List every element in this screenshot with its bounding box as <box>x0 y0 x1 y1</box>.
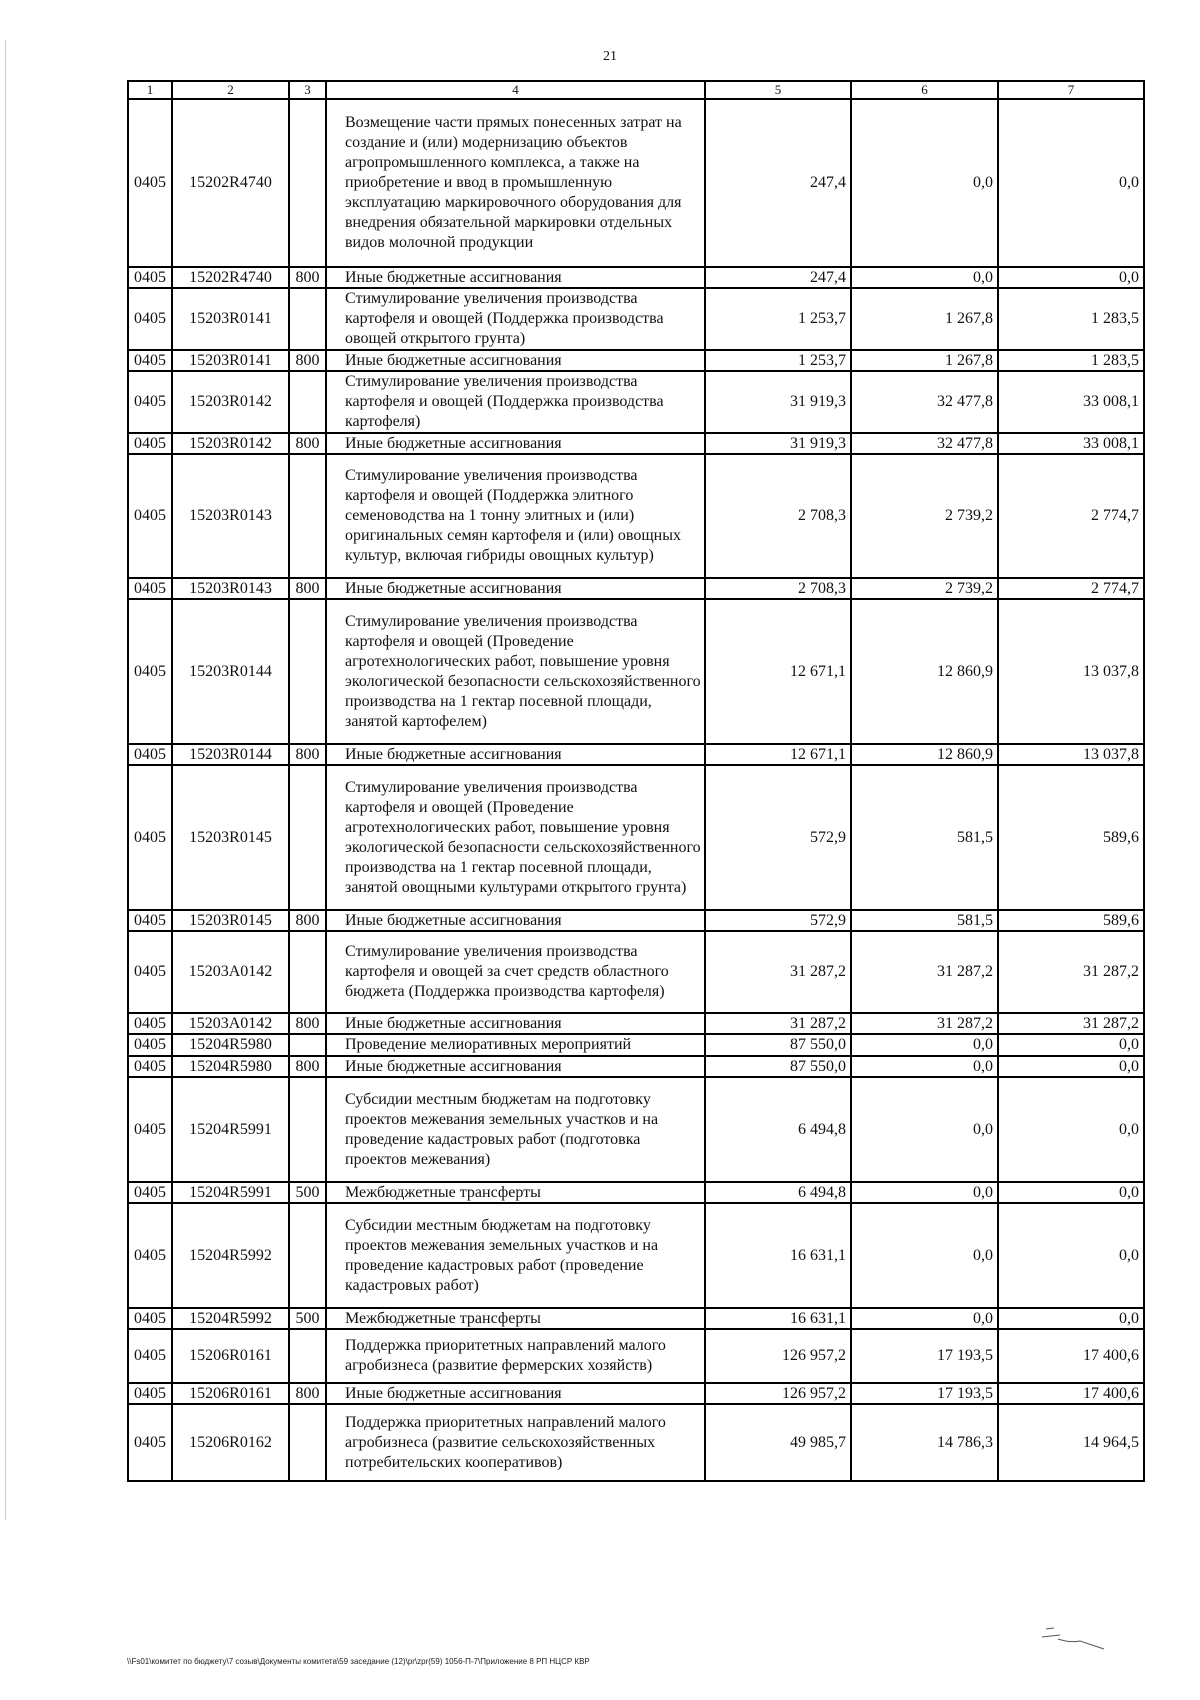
cell-c3: 800 <box>289 1056 326 1077</box>
cell-c2: 15203R0143 <box>172 578 289 599</box>
cell-c5: 1 253,7 <box>705 350 851 371</box>
cell-c5: 1 253,7 <box>705 288 851 350</box>
cell-c1: 0405 <box>128 744 172 765</box>
cell-c4: Стимулирование увеличения производства картофеля и овощей (Проведение агротехнологических работ, повышение уровня экологической безопасности сельскохозяйственного производства на 1 гектар посевной площади, занятой овощными культурами открытого грунта) <box>326 765 705 910</box>
cell-c2: 15203R0145 <box>172 765 289 910</box>
cell-c3: 800 <box>289 350 326 371</box>
cell-c5: 31 287,2 <box>705 931 851 1013</box>
cell-c6: 0,0 <box>851 1308 998 1329</box>
footer-file-path: \\Fs01\комитет по бюджету\7 созыв\Документы комитета\59 заседание (12)\pr\zpr(59) 1056-П-7\Приложение 8 РП НЦСР КВР <box>127 1657 590 1666</box>
table-row <box>128 454 1144 578</box>
cell-c2: 15204R5991 <box>172 1077 289 1182</box>
cell-c1: 0405 <box>128 1203 172 1308</box>
cell-c1: 0405 <box>128 288 172 350</box>
cell-c5: 12 671,1 <box>705 744 851 765</box>
cell-c2: 15204R5980 <box>172 1056 289 1077</box>
cell-c6: 0,0 <box>851 99 998 267</box>
cell-c2: 15203R0141 <box>172 350 289 371</box>
cell-c3: 800 <box>289 910 326 931</box>
cell-c6: 32 477,8 <box>851 433 998 454</box>
cell-c3 <box>289 1404 326 1481</box>
table-row <box>128 433 1144 454</box>
cell-c1: 0405 <box>128 371 172 433</box>
cell-c7: 0,0 <box>998 99 1144 267</box>
cell-c4: Стимулирование увеличения производства картофеля и овощей (Проведение агротехнологических работ, повышение уровня экологической безопасности сельскохозяйственного производства на 1 гектар посевной площади, занятой картофелем) <box>326 599 705 744</box>
table-row <box>128 1329 1144 1383</box>
cell-c7: 0,0 <box>998 1034 1144 1056</box>
cell-c5: 126 957,2 <box>705 1329 851 1383</box>
cell-c1: 0405 <box>128 267 172 288</box>
cell-c2: 15204R5992 <box>172 1203 289 1308</box>
cell-c6: 17 193,5 <box>851 1383 998 1404</box>
cell-c5: 126 957,2 <box>705 1383 851 1404</box>
cell-c4: Иные бюджетные ассигнования <box>326 1383 705 1404</box>
cell-c4: Иные бюджетные ассигнования <box>326 433 705 454</box>
cell-c6: 581,5 <box>851 765 998 910</box>
cell-c6: 17 193,5 <box>851 1329 998 1383</box>
table-row <box>128 1308 1144 1329</box>
table-row <box>128 765 1144 910</box>
cell-c3: 800 <box>289 1013 326 1034</box>
header-cell-2: 2 <box>172 81 289 99</box>
table-row <box>128 99 1144 267</box>
cell-c7: 13 037,8 <box>998 599 1144 744</box>
cell-c4: Поддержка приоритетных направлений малого агробизнеса (развитие фермерских хозяйств) <box>326 1329 705 1383</box>
header-cell-6: 6 <box>851 81 998 99</box>
cell-c7: 31 287,2 <box>998 931 1144 1013</box>
cell-c5: 87 550,0 <box>705 1034 851 1056</box>
cell-c6: 2 739,2 <box>851 578 998 599</box>
cell-c5: 87 550,0 <box>705 1056 851 1077</box>
cell-c4: Иные бюджетные ассигнования <box>326 578 705 599</box>
cell-c3 <box>289 599 326 744</box>
cell-c7: 17 400,6 <box>998 1383 1144 1404</box>
cell-c7: 0,0 <box>998 267 1144 288</box>
header-cell-5: 5 <box>705 81 851 99</box>
table-row <box>128 578 1144 599</box>
table-header-row <box>128 81 1144 99</box>
cell-c1: 0405 <box>128 1034 172 1056</box>
cell-c2: 15203R0145 <box>172 910 289 931</box>
cell-c2: 15202R4740 <box>172 267 289 288</box>
cell-c2: 15206R0162 <box>172 1404 289 1481</box>
cell-c3 <box>289 1203 326 1308</box>
table-row <box>128 1077 1144 1182</box>
cell-c4: Иные бюджетные ассигнования <box>326 744 705 765</box>
table-row <box>128 1013 1144 1034</box>
cell-c4: Стимулирование увеличения производства картофеля и овощей (Поддержка элитного семеноводства на 1 тонну элитных и (или) оригинальных семян картофеля и (или) овощных культур, включая гибриды овощных культур) <box>326 454 705 578</box>
cell-c1: 0405 <box>128 910 172 931</box>
cell-c4: Иные бюджетные ассигнования <box>326 350 705 371</box>
cell-c6: 0,0 <box>851 267 998 288</box>
cell-c6: 2 739,2 <box>851 454 998 578</box>
cell-c5: 49 985,7 <box>705 1404 851 1481</box>
cell-c7: 0,0 <box>998 1077 1144 1182</box>
cell-c1: 0405 <box>128 765 172 910</box>
cell-c3 <box>289 1329 326 1383</box>
cell-c1: 0405 <box>128 350 172 371</box>
cell-c2: 15203A0142 <box>172 931 289 1013</box>
cell-c6: 581,5 <box>851 910 998 931</box>
cell-c6: 0,0 <box>851 1034 998 1056</box>
cell-c3: 800 <box>289 744 326 765</box>
cell-c7: 0,0 <box>998 1056 1144 1077</box>
cell-c4: Иные бюджетные ассигнования <box>326 1013 705 1034</box>
cell-c4: Проведение мелиоративных мероприятий <box>326 1034 705 1056</box>
cell-c6: 32 477,8 <box>851 371 998 433</box>
cell-c3: 800 <box>289 267 326 288</box>
table-row <box>128 910 1144 931</box>
cell-c3: 500 <box>289 1308 326 1329</box>
cell-c7: 31 287,2 <box>998 1013 1144 1034</box>
table-row <box>128 931 1144 1013</box>
cell-c3 <box>289 454 326 578</box>
cell-c3: 800 <box>289 433 326 454</box>
cell-c1: 0405 <box>128 454 172 578</box>
cell-c6: 1 267,8 <box>851 288 998 350</box>
cell-c5: 6 494,8 <box>705 1077 851 1182</box>
header-cell-1: 1 <box>128 81 172 99</box>
cell-c4: Стимулирование увеличения производства картофеля и овощей за счет средств областного бюджета (Поддержка производства картофеля) <box>326 931 705 1013</box>
cell-c2: 15203R0142 <box>172 433 289 454</box>
cell-c2: 15203R0142 <box>172 371 289 433</box>
cell-c1: 0405 <box>128 1404 172 1481</box>
cell-c7: 2 774,7 <box>998 454 1144 578</box>
cell-c2: 15204R5992 <box>172 1308 289 1329</box>
cell-c2: 15202R4740 <box>172 99 289 267</box>
scan-edge-line <box>5 40 6 1520</box>
cell-c7: 0,0 <box>998 1203 1144 1308</box>
cell-c2: 15206R0161 <box>172 1383 289 1404</box>
cell-c1: 0405 <box>128 1383 172 1404</box>
cell-c7: 1 283,5 <box>998 288 1144 350</box>
cell-c7: 0,0 <box>998 1308 1144 1329</box>
cell-c2: 15206R0161 <box>172 1329 289 1383</box>
cell-c6: 0,0 <box>851 1203 998 1308</box>
cell-c4: Стимулирование увеличения производства картофеля и овощей (Поддержка производства картофеля) <box>326 371 705 433</box>
cell-c4: Стимулирование увеличения производства картофеля и овощей (Поддержка производства овощей открытого грунта) <box>326 288 705 350</box>
cell-c6: 0,0 <box>851 1182 998 1203</box>
cell-c4: Иные бюджетные ассигнования <box>326 267 705 288</box>
budget-table <box>127 80 1145 1482</box>
cell-c3 <box>289 99 326 267</box>
header-cell-3: 3 <box>289 81 326 99</box>
cell-c5: 572,9 <box>705 910 851 931</box>
table-row <box>128 371 1144 433</box>
cell-c1: 0405 <box>128 99 172 267</box>
budget-table-body <box>128 81 1144 1481</box>
cell-c3 <box>289 1034 326 1056</box>
cell-c6: 12 860,9 <box>851 599 998 744</box>
header-cell-4: 4 <box>326 81 705 99</box>
cell-c7: 0,0 <box>998 1182 1144 1203</box>
table-row <box>128 599 1144 744</box>
cell-c4: Иные бюджетные ассигнования <box>326 910 705 931</box>
cell-c1: 0405 <box>128 1077 172 1182</box>
cell-c6: 14 786,3 <box>851 1404 998 1481</box>
cell-c5: 6 494,8 <box>705 1182 851 1203</box>
cell-c2: 15203R0144 <box>172 744 289 765</box>
cell-c5: 12 671,1 <box>705 599 851 744</box>
cell-c1: 0405 <box>128 1013 172 1034</box>
cell-c7: 33 008,1 <box>998 433 1144 454</box>
cell-c7: 33 008,1 <box>998 371 1144 433</box>
table-row <box>128 744 1144 765</box>
cell-c5: 16 631,1 <box>705 1203 851 1308</box>
cell-c4: Межбюджетные трансферты <box>326 1308 705 1329</box>
handwritten-mark <box>1040 1625 1110 1655</box>
cell-c5: 247,4 <box>705 267 851 288</box>
table-row <box>128 1182 1144 1203</box>
cell-c7: 17 400,6 <box>998 1329 1144 1383</box>
cell-c2: 15204R5980 <box>172 1034 289 1056</box>
table-row <box>128 1056 1144 1077</box>
cell-c2: 15203R0141 <box>172 288 289 350</box>
cell-c1: 0405 <box>128 1308 172 1329</box>
cell-c7: 1 283,5 <box>998 350 1144 371</box>
cell-c3 <box>289 931 326 1013</box>
cell-c4: Субсидии местным бюджетам на подготовку проектов межевания земельных участков и на проведение кадастровых работ (подготовка проектов межевания) <box>326 1077 705 1182</box>
cell-c1: 0405 <box>128 433 172 454</box>
cell-c5: 2 708,3 <box>705 578 851 599</box>
cell-c5: 31 919,3 <box>705 371 851 433</box>
cell-c5: 247,4 <box>705 99 851 267</box>
cell-c3 <box>289 371 326 433</box>
cell-c4: Субсидии местным бюджетам на подготовку проектов межевания земельных участков и на проведение кадастровых работ (проведение кадастровых работ) <box>326 1203 705 1308</box>
cell-c6: 0,0 <box>851 1056 998 1077</box>
cell-c1: 0405 <box>128 931 172 1013</box>
cell-c1: 0405 <box>128 1329 172 1383</box>
cell-c6: 1 267,8 <box>851 350 998 371</box>
table-row <box>128 1203 1144 1308</box>
cell-c7: 589,6 <box>998 910 1144 931</box>
cell-c1: 0405 <box>128 1182 172 1203</box>
cell-c3: 800 <box>289 578 326 599</box>
cell-c2: 15204R5991 <box>172 1182 289 1203</box>
table-row <box>128 1383 1144 1404</box>
cell-c1: 0405 <box>128 578 172 599</box>
cell-c6: 31 287,2 <box>851 931 998 1013</box>
table-row <box>128 288 1144 350</box>
cell-c4: Межбюджетные трансферты <box>326 1182 705 1203</box>
cell-c7: 2 774,7 <box>998 578 1144 599</box>
cell-c3: 500 <box>289 1182 326 1203</box>
cell-c2: 15203R0143 <box>172 454 289 578</box>
cell-c5: 572,9 <box>705 765 851 910</box>
cell-c6: 0,0 <box>851 1077 998 1182</box>
cell-c4: Иные бюджетные ассигнования <box>326 1056 705 1077</box>
cell-c5: 2 708,3 <box>705 454 851 578</box>
cell-c6: 31 287,2 <box>851 1013 998 1034</box>
table-row <box>128 267 1144 288</box>
cell-c7: 13 037,8 <box>998 744 1144 765</box>
cell-c3 <box>289 1077 326 1182</box>
cell-c1: 0405 <box>128 1056 172 1077</box>
cell-c3 <box>289 765 326 910</box>
cell-c7: 589,6 <box>998 765 1144 910</box>
cell-c5: 31 919,3 <box>705 433 851 454</box>
header-cell-7: 7 <box>998 81 1144 99</box>
cell-c2: 15203A0142 <box>172 1013 289 1034</box>
table-row <box>128 1404 1144 1481</box>
cell-c3: 800 <box>289 1383 326 1404</box>
table-row <box>128 350 1144 371</box>
cell-c1: 0405 <box>128 599 172 744</box>
page-number: 21 <box>603 49 617 64</box>
cell-c2: 15203R0144 <box>172 599 289 744</box>
cell-c3 <box>289 288 326 350</box>
cell-c5: 31 287,2 <box>705 1013 851 1034</box>
cell-c4: Поддержка приоритетных направлений малого агробизнеса (развитие сельскохозяйственных потребительских кооперативов) <box>326 1404 705 1481</box>
cell-c6: 12 860,9 <box>851 744 998 765</box>
cell-c7: 14 964,5 <box>998 1404 1144 1481</box>
cell-c5: 16 631,1 <box>705 1308 851 1329</box>
table-row <box>128 1034 1144 1056</box>
cell-c4: Возмещение части прямых понесенных затрат на создание и (или) модернизацию объектов агропромышленного комплекса, а также на приобретение и ввод в промышленную эксплуатацию маркировочного оборудования для внедрения обязательной маркировки отдельных видов молочной продукции <box>326 99 705 267</box>
